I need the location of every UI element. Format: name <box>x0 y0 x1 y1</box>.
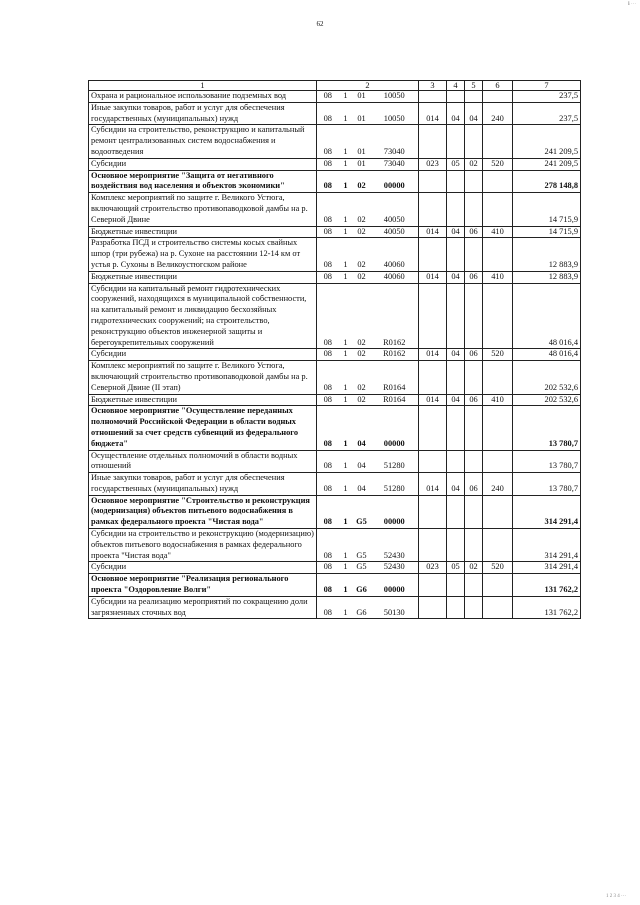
header-row <box>89 81 581 91</box>
code-event: 01 <box>353 125 371 158</box>
table-row <box>89 283 581 349</box>
code-section <box>447 361 465 394</box>
code-subsection <box>465 361 483 394</box>
row-name: Бюджетные инвестиции <box>89 271 317 283</box>
row-amount: 48 016,4 <box>513 349 581 361</box>
code-expense-type: 520 <box>483 562 513 574</box>
code-subsection: 06 <box>465 473 483 496</box>
row-name: Субсидии на строительство и реконструкцию (модернизацию) объектов питьевого водоснабжения в рамках федерального проекта "Чистая вода" <box>89 529 317 562</box>
code-ministry: 014 <box>419 349 447 361</box>
code-subprogram: 1 <box>339 596 353 619</box>
row-name: Субсидии <box>89 349 317 361</box>
header-col-5: 5 <box>465 81 483 91</box>
code-ministry <box>419 574 447 597</box>
code-subprogram: 1 <box>339 193 353 226</box>
code-direction: 52430 <box>371 562 419 574</box>
code-section: 04 <box>447 271 465 283</box>
table-row <box>89 226 581 238</box>
row-name: Основное мероприятие "Реализация регионального проекта "Оздоровление Волги" <box>89 574 317 597</box>
code-ministry: 014 <box>419 226 447 238</box>
row-amount: 241 209,5 <box>513 125 581 158</box>
code-direction: 40050 <box>371 193 419 226</box>
code-event: 01 <box>353 102 371 125</box>
row-amount: 202 532,6 <box>513 394 581 406</box>
code-subprogram: 1 <box>339 238 353 271</box>
table-row <box>89 562 581 574</box>
code-ministry: 014 <box>419 473 447 496</box>
row-amount: 241 209,5 <box>513 158 581 170</box>
table-row <box>89 91 581 103</box>
code-program: 08 <box>317 361 339 394</box>
code-subprogram: 1 <box>339 406 353 450</box>
code-expense-type <box>483 361 513 394</box>
code-section <box>447 450 465 473</box>
row-amount: 202 532,6 <box>513 361 581 394</box>
row-amount: 13 780,7 <box>513 406 581 450</box>
code-event: 02 <box>353 193 371 226</box>
row-name: Иные закупки товаров, работ и услуг для обеспечения государственных (муниципальных) нужд <box>89 473 317 496</box>
row-name: Комплекс мероприятий по защите г. Великого Устюга, включающий строительство противопаводковой дамбы на р. Северной Двине (II этап) <box>89 361 317 394</box>
code-program: 08 <box>317 158 339 170</box>
code-subsection <box>465 170 483 193</box>
code-direction: 51280 <box>371 473 419 496</box>
code-section <box>447 238 465 271</box>
code-subsection <box>465 238 483 271</box>
code-event: 01 <box>353 91 371 103</box>
row-name: Иные закупки товаров, работ и услуг для обеспечения государственных (муниципальных) нужд <box>89 102 317 125</box>
code-subsection <box>465 283 483 349</box>
table-row <box>89 271 581 283</box>
code-section: 05 <box>447 158 465 170</box>
code-event: G5 <box>353 495 371 528</box>
row-amount: 314 291,4 <box>513 562 581 574</box>
code-program: 08 <box>317 125 339 158</box>
row-name: Комплекс мероприятий по защите г. Великого Устюга, включающий строительство противопаводковой дамбы на р. Северной Двине <box>89 193 317 226</box>
code-subsection: 02 <box>465 562 483 574</box>
code-expense-type <box>483 238 513 271</box>
row-amount: 14 715,9 <box>513 226 581 238</box>
table-row <box>89 394 581 406</box>
row-name: Субсидии <box>89 562 317 574</box>
code-ministry <box>419 193 447 226</box>
code-subsection <box>465 406 483 450</box>
code-program: 08 <box>317 574 339 597</box>
code-subprogram: 1 <box>339 271 353 283</box>
code-ministry <box>419 91 447 103</box>
header-col-2: 2 <box>317 81 419 91</box>
code-expense-type <box>483 170 513 193</box>
header-col-1: 1 <box>89 81 317 91</box>
code-event: 02 <box>353 170 371 193</box>
code-expense-type <box>483 283 513 349</box>
code-program: 08 <box>317 394 339 406</box>
row-name: Основное мероприятие "Осуществление переданных полномочий Российской Федерации в области водных отношений за счет средств субвенций из федерального бюджета" <box>89 406 317 450</box>
code-event: 04 <box>353 406 371 450</box>
code-section: 04 <box>447 102 465 125</box>
code-subsection <box>465 596 483 619</box>
code-section: 04 <box>447 226 465 238</box>
code-subprogram: 1 <box>339 495 353 528</box>
code-program: 08 <box>317 349 339 361</box>
code-event: 02 <box>353 238 371 271</box>
code-section: 04 <box>447 394 465 406</box>
code-direction: 10050 <box>371 102 419 125</box>
code-section <box>447 495 465 528</box>
code-subprogram: 1 <box>339 361 353 394</box>
row-amount: 13 780,7 <box>513 450 581 473</box>
code-program: 08 <box>317 271 339 283</box>
header-col-6: 6 <box>483 81 513 91</box>
row-name: Субсидии на строительство, реконструкцию и капитальный ремонт централизованных систем водоснабжения и водоотведения <box>89 125 317 158</box>
code-ministry <box>419 406 447 450</box>
code-subprogram: 1 <box>339 125 353 158</box>
code-direction: 00000 <box>371 574 419 597</box>
code-direction: 73040 <box>371 125 419 158</box>
code-ministry <box>419 283 447 349</box>
row-name: Разработка ПСД и строительство системы косых свайных шпор (три рубежа) на р. Сухоне на расстоянии 12-14 км от устья р. Сухоны в Великоустюгском районе <box>89 238 317 271</box>
row-amount: 131 762,2 <box>513 574 581 597</box>
code-expense-type: 240 <box>483 102 513 125</box>
code-subsection: 06 <box>465 349 483 361</box>
code-section <box>447 529 465 562</box>
table-row <box>89 361 581 394</box>
code-program: 08 <box>317 238 339 271</box>
code-direction: 40050 <box>371 226 419 238</box>
code-section: 04 <box>447 473 465 496</box>
code-expense-type: 240 <box>483 473 513 496</box>
code-expense-type <box>483 450 513 473</box>
code-program: 08 <box>317 450 339 473</box>
footer-mark: 1 2 3 4 ··· <box>606 894 626 899</box>
code-section <box>447 574 465 597</box>
code-program: 08 <box>317 91 339 103</box>
row-amount: 12 883,9 <box>513 271 581 283</box>
code-expense-type: 520 <box>483 349 513 361</box>
code-event: 02 <box>353 394 371 406</box>
code-subsection <box>465 495 483 528</box>
header-col-4: 4 <box>447 81 465 91</box>
code-subsection: 06 <box>465 394 483 406</box>
code-expense-type: 410 <box>483 271 513 283</box>
table-row <box>89 529 581 562</box>
code-section <box>447 596 465 619</box>
table-body <box>89 91 581 619</box>
code-section <box>447 193 465 226</box>
code-direction: 40060 <box>371 271 419 283</box>
table-row <box>89 125 581 158</box>
code-event: G5 <box>353 562 371 574</box>
code-event: G6 <box>353 574 371 597</box>
code-event: 02 <box>353 349 371 361</box>
code-subprogram: 1 <box>339 283 353 349</box>
code-subprogram: 1 <box>339 349 353 361</box>
table-row <box>89 495 581 528</box>
code-direction: 00000 <box>371 406 419 450</box>
code-direction: 50130 <box>371 596 419 619</box>
code-direction: 73040 <box>371 158 419 170</box>
row-name: Субсидии на реализацию мероприятий по сокращению доли загрязненных сточных вод <box>89 596 317 619</box>
code-direction: 00000 <box>371 170 419 193</box>
code-event: G6 <box>353 596 371 619</box>
code-event: 04 <box>353 450 371 473</box>
row-name: Бюджетные инвестиции <box>89 394 317 406</box>
code-ministry <box>419 495 447 528</box>
row-name: Осуществление отдельных полномочий в области водных отношений <box>89 450 317 473</box>
code-subprogram: 1 <box>339 450 353 473</box>
row-amount: 237,5 <box>513 91 581 103</box>
code-ministry <box>419 238 447 271</box>
code-expense-type <box>483 495 513 528</box>
code-subprogram: 1 <box>339 394 353 406</box>
code-program: 08 <box>317 102 339 125</box>
code-expense-type <box>483 596 513 619</box>
code-expense-type <box>483 91 513 103</box>
code-subsection <box>465 125 483 158</box>
code-ministry <box>419 596 447 619</box>
code-subprogram: 1 <box>339 102 353 125</box>
table-row <box>89 193 581 226</box>
code-subsection: 04 <box>465 102 483 125</box>
row-amount: 13 780,7 <box>513 473 581 496</box>
row-name: Субсидии <box>89 158 317 170</box>
code-subsection: 06 <box>465 226 483 238</box>
code-subprogram: 1 <box>339 574 353 597</box>
row-name: Бюджетные инвестиции <box>89 226 317 238</box>
table-row <box>89 450 581 473</box>
code-ministry <box>419 125 447 158</box>
header-col-3: 3 <box>419 81 447 91</box>
code-ministry: 023 <box>419 158 447 170</box>
code-program: 08 <box>317 406 339 450</box>
code-section: 05 <box>447 562 465 574</box>
row-amount: 131 762,2 <box>513 596 581 619</box>
code-program: 08 <box>317 473 339 496</box>
row-amount: 278 148,8 <box>513 170 581 193</box>
code-section <box>447 170 465 193</box>
table-row <box>89 238 581 271</box>
code-ministry: 014 <box>419 102 447 125</box>
row-amount: 14 715,9 <box>513 193 581 226</box>
header-col-7: 7 <box>513 81 581 91</box>
budget-table <box>88 80 581 619</box>
table-row <box>89 574 581 597</box>
code-expense-type <box>483 574 513 597</box>
code-ministry <box>419 170 447 193</box>
code-subprogram: 1 <box>339 529 353 562</box>
code-program: 08 <box>317 529 339 562</box>
code-event: 02 <box>353 226 371 238</box>
code-subprogram: 1 <box>339 91 353 103</box>
code-subprogram: 1 <box>339 170 353 193</box>
code-event: 01 <box>353 158 371 170</box>
code-subsection <box>465 529 483 562</box>
code-expense-type: 520 <box>483 158 513 170</box>
code-subprogram: 1 <box>339 562 353 574</box>
code-section: 04 <box>447 349 465 361</box>
row-amount: 12 883,9 <box>513 238 581 271</box>
table-row <box>89 406 581 450</box>
code-direction: 51280 <box>371 450 419 473</box>
code-subsection: 06 <box>465 271 483 283</box>
code-subsection <box>465 193 483 226</box>
row-amount: 314 291,4 <box>513 529 581 562</box>
code-expense-type <box>483 529 513 562</box>
code-event: 02 <box>353 361 371 394</box>
table-row <box>89 158 581 170</box>
code-ministry: 014 <box>419 394 447 406</box>
table-row <box>89 473 581 496</box>
code-expense-type: 410 <box>483 226 513 238</box>
code-expense-type <box>483 125 513 158</box>
code-subprogram: 1 <box>339 226 353 238</box>
code-program: 08 <box>317 562 339 574</box>
code-section <box>447 283 465 349</box>
code-subsection <box>465 574 483 597</box>
table-row <box>89 102 581 125</box>
code-program: 08 <box>317 193 339 226</box>
code-section <box>447 125 465 158</box>
code-subsection <box>465 450 483 473</box>
row-name: Основное мероприятие "Защита от негативного воздействия вод населения и объектов экономики" <box>89 170 317 193</box>
code-program: 08 <box>317 170 339 193</box>
page-number: 62 <box>316 20 324 28</box>
code-program: 08 <box>317 283 339 349</box>
code-event: 02 <box>353 271 371 283</box>
code-direction: 52430 <box>371 529 419 562</box>
table-row <box>89 349 581 361</box>
code-program: 08 <box>317 596 339 619</box>
code-ministry: 014 <box>419 271 447 283</box>
corner-mark: ℹ ··· <box>627 2 636 7</box>
code-ministry <box>419 450 447 473</box>
code-ministry <box>419 361 447 394</box>
code-direction: 00000 <box>371 495 419 528</box>
code-event: G5 <box>353 529 371 562</box>
table-row <box>89 596 581 619</box>
code-expense-type: 410 <box>483 394 513 406</box>
code-expense-type <box>483 193 513 226</box>
code-ministry: 023 <box>419 562 447 574</box>
code-subprogram: 1 <box>339 473 353 496</box>
code-program: 08 <box>317 495 339 528</box>
code-section <box>447 91 465 103</box>
code-subprogram: 1 <box>339 158 353 170</box>
row-amount: 48 016,4 <box>513 283 581 349</box>
code-ministry <box>419 529 447 562</box>
code-event: 04 <box>353 473 371 496</box>
code-direction: 10050 <box>371 91 419 103</box>
table-row <box>89 170 581 193</box>
code-direction: R0164 <box>371 394 419 406</box>
code-program: 08 <box>317 226 339 238</box>
row-name: Охрана и рациональное использование подземных вод <box>89 91 317 103</box>
code-section <box>447 406 465 450</box>
row-amount: 237,5 <box>513 102 581 125</box>
code-subsection: 02 <box>465 158 483 170</box>
code-subsection <box>465 91 483 103</box>
row-amount: 314 291,4 <box>513 495 581 528</box>
code-event: 02 <box>353 283 371 349</box>
row-name: Основное мероприятие "Строительство и реконструкция (модернизация) объектов питьевого водоснабжения в рамках федерального проекта "Чистая вода" <box>89 495 317 528</box>
code-direction: R0162 <box>371 349 419 361</box>
code-expense-type <box>483 406 513 450</box>
row-name: Субсидии на капитальный ремонт гидротехнических сооружений, находящихся в муниципальной собственности, на капитальный ремонт и ликвидацию бесхозяйных гидротехнических сооружений; на строительство, реконструкцию объектов инженерной защиты и берегоукрепительных сооружений <box>89 283 317 349</box>
code-direction: 40060 <box>371 238 419 271</box>
code-direction: R0164 <box>371 361 419 394</box>
code-direction: R0162 <box>371 283 419 349</box>
